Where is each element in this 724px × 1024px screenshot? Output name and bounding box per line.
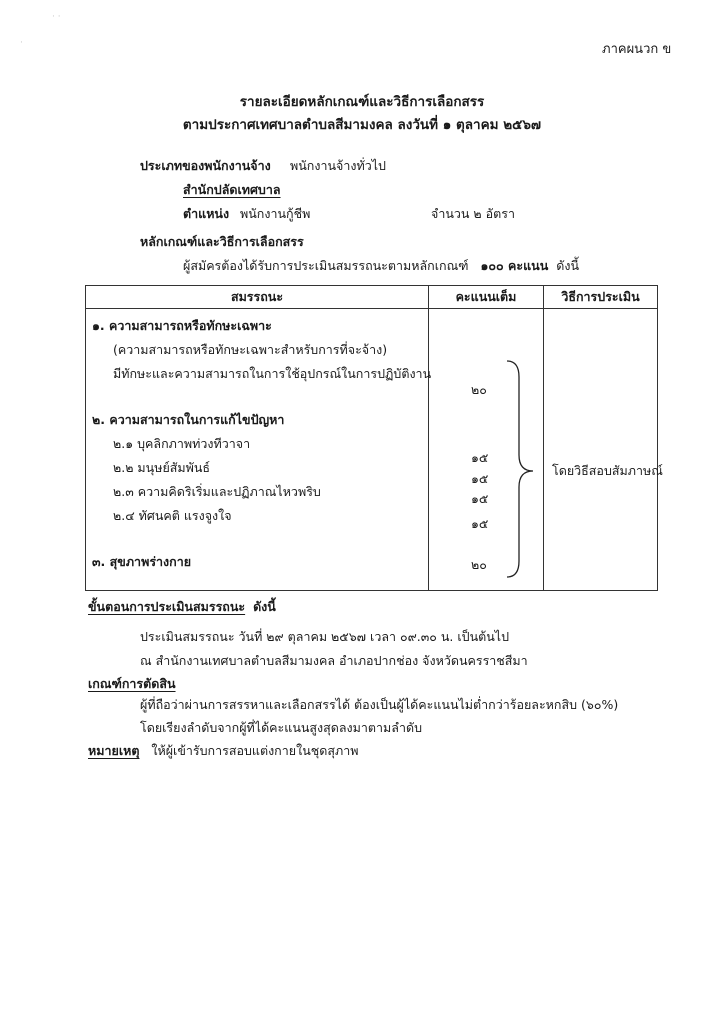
column-header-competency: สมรรถนะ <box>86 286 429 309</box>
document-subtitle: ตามประกาศเทศบาลตำบลสีมามงคล ลงวันที่ ๑ ตุลาคม ๒๕๖๗ <box>182 117 542 133</box>
item3-title: ๓. สุขภาพร่างกาย <box>92 554 192 569</box>
criteria-heading: หลักเกณฑ์และวิธีการเลือกสรร <box>140 234 304 249</box>
employee-type-value: พนักงานจ้างทั่วไป <box>290 158 386 173</box>
employee-type-label: ประเภทของพนักงานจ้าง <box>140 158 271 173</box>
criteria-intro-text: ผู้สมัครต้องได้รับการประเมินสมรรถนะตามหลักเกณฑ์ <box>183 258 469 273</box>
curly-brace-icon <box>505 359 543 579</box>
table-header-row <box>86 286 658 309</box>
score-cell <box>429 309 544 591</box>
table-row <box>86 309 658 591</box>
document-title: รายละเอียดหลักเกณฑ์และวิธีการเลือกสรร <box>239 94 485 110</box>
note-text: ให้ผู้เข้ารับการสอบแต่งกายในชุดสุภาพ <box>151 743 359 758</box>
item3-score: ๒๐ <box>471 557 487 572</box>
column-header-full-score: คะแนนเต็ม <box>429 286 544 309</box>
item1-score: ๒๐ <box>471 382 487 397</box>
scan-speck: · · <box>52 12 61 22</box>
position-label: ตำแหน่ง <box>183 206 230 221</box>
item1-title: ๑. ความสามารถหรือทักษะเฉพาะ <box>92 318 272 333</box>
note-label: หมายเหตุ <box>88 743 140 758</box>
annex-label: ภาคผนวก ข <box>602 42 672 57</box>
scan-speck: · <box>20 38 23 48</box>
process-line-1: ประเมินสมรรถนะ วันที่ ๒๙ ตุลาคม ๒๕๖๗ เวลา ๐๙.๓๐ น. เป็นต้นไป <box>140 629 510 644</box>
process-heading <box>88 597 276 617</box>
item2-title: ๒. ความสามารถในการแก้ไขปัญหา <box>92 412 285 427</box>
item2-sub-3: ๒.๓ ความคิดริเริ่มและปฏิภาณไหวพริบ <box>113 484 321 499</box>
assessment-method: โดยวิธีสอบสัมภาษณ์ <box>552 463 663 478</box>
criteria-table <box>85 285 663 591</box>
position-value: พนักงานกู้ชีพ <box>240 206 311 221</box>
column-header-method: วิธีการประเมิน <box>544 286 658 309</box>
item1-subtitle: (ความสามารถหรือทักษะเฉพาะสำหรับการที่จะจ้าง) <box>113 342 388 357</box>
decision-heading: เกณฑ์การตัดสิน <box>88 676 176 691</box>
decision-line-1: ผู้ที่ถือว่าผ่านการสรรหาและเลือกสรรได้ ต้องเป็นผู้ได้คะแนนไม่ต่ำกว่าร้อยละหกสิบ (๖๐%) <box>140 697 619 712</box>
criteria-intro-suffix: ดังนี้ <box>556 258 579 273</box>
item2-sub-4-score: ๑๕ <box>471 516 489 531</box>
criteria-total-score: ๑๐๐ คะแนน <box>480 258 549 273</box>
item2-sub-1-score: ๑๕ <box>471 450 489 465</box>
item1-description: มีทักษะและความสามารถในการใช้อุปกรณ์ในการปฏิบัติงาน <box>113 366 432 381</box>
method-cell <box>544 309 663 591</box>
decision-line-2: โดยเรียงลำดับจากผู้ที่ได้คะแนนสูงสุดลงมาตามลำดับ <box>140 720 423 735</box>
process-line-2: ณ สำนักงานเทศบาลตำบลสีมามงคล อำเภอปากช่อง จังหวัดนครราชสีมา <box>140 653 528 668</box>
office-name: สำนักปลัดเทศบาล <box>183 182 281 197</box>
item2-sub-1: ๒.๑ บุคลิกภาพท่วงทีวาจา <box>113 436 251 451</box>
competency-cell <box>86 309 432 591</box>
item2-sub-4: ๒.๔ ทัศนคติ แรงจูงใจ <box>113 508 232 523</box>
position-quota: จำนวน ๒ อัตรา <box>431 206 515 221</box>
process-heading-suffix: ดังนี้ <box>253 599 276 614</box>
criteria-intro <box>183 256 579 276</box>
process-heading-text: ขั้นตอนการประเมินสมรรถนะ <box>88 599 246 614</box>
item2-sub-2: ๒.๒ มนุษย์สัมพันธ์ <box>113 460 211 475</box>
note <box>88 741 358 761</box>
item2-sub-2-score: ๑๕ <box>471 471 489 486</box>
item2-sub-3-score: ๑๕ <box>471 491 489 506</box>
